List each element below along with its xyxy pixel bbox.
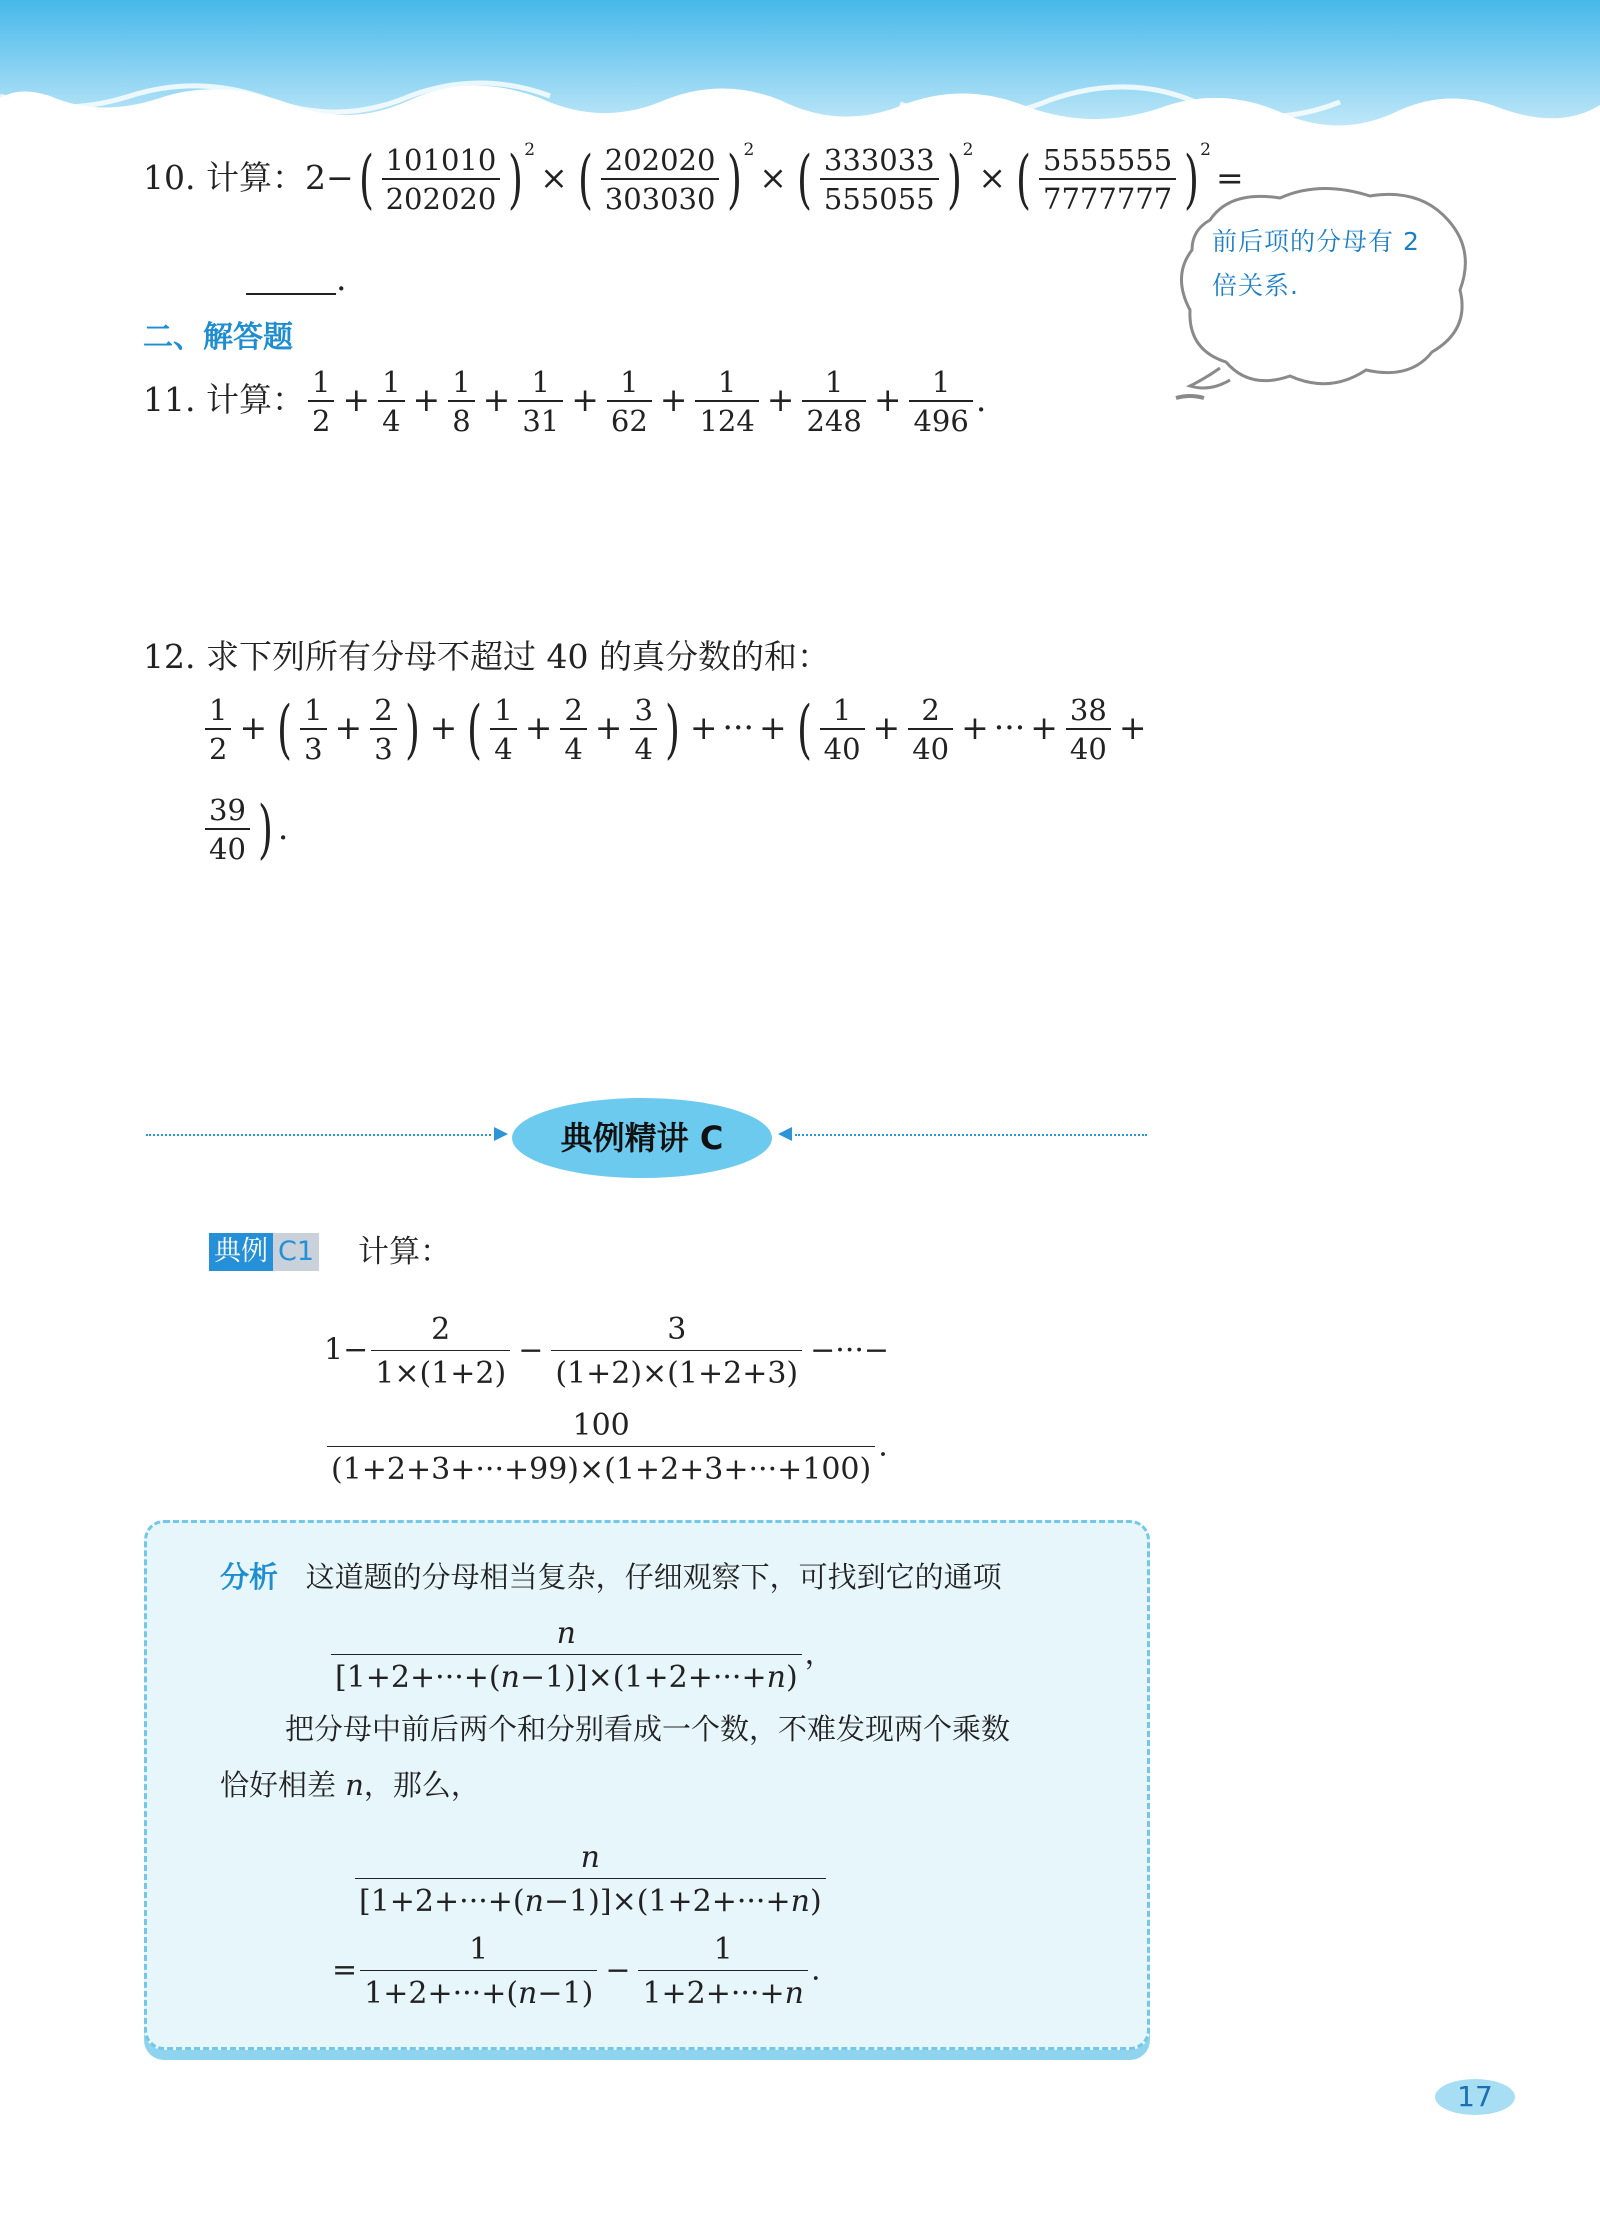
question-number: 10.: [143, 158, 196, 197]
example-formula-line1: 1− $\frac{2}{1\times(1+2)}$ − $\frac{3}{(1+2)\times(1+2+3)}$ −···−: [324, 1312, 890, 1391]
fraction: $\frac{5555555}{7777777}$: [1039, 146, 1176, 214]
analysis-identity-bottom: = $\frac{1}{1+2+\cdot\cdot\cdot+(n-1)}$ − $\frac{1}{1+2+\cdot\cdot\cdot+n}$ .: [332, 1932, 821, 2011]
question-prefix: 计算：2−: [205, 158, 354, 197]
analysis-general-term: $\frac{n}{[1+2+\cdot\cdot\cdot+(n-1)]\times(1+2+\cdot\cdot\cdot+n)}$ ，: [328, 1616, 835, 1695]
question-12: 12. 求下列所有分母不超过 40 的真分数的和：: [143, 637, 830, 676]
analysis-line3: 恰好相差 n，那么，: [220, 1768, 480, 1802]
analysis-identity-top: $\frac{n}{[1+2+\cdot\cdot\cdot+(n-1)]\times(1+2+\cdot\cdot\cdot+n)}$: [352, 1840, 829, 1919]
fraction: $\frac{101010}{202020}$: [382, 146, 501, 214]
example-prompt: 计算：: [358, 1234, 451, 1270]
fraction: $\frac{333033}{555055}$: [820, 146, 939, 214]
arrow-left-icon: [776, 1125, 794, 1143]
hint-cloud-text: 前后项的分母有 2 倍关系.: [1212, 227, 1420, 300]
question-11: 11. 计算： $\frac{1}{2}$ + $\frac{1}{4}$ + $\frac{1}{8}$ + $\frac{1}{31}$ + $\frac{1}{62}$ + $\frac{1}{124}$ + $\frac{1}{248}$ + $\frac{1}{496}$ .: [143, 365, 987, 438]
analysis-line1: 分析 这道题的分母相当复杂，仔细观察下，可找到它的通项: [220, 1560, 1002, 1594]
question-12-expression-end: $\frac{39}{40}$ ) .: [202, 796, 288, 864]
answer-blank[interactable]: .: [246, 262, 347, 295]
example-tag: 典例 C1: [209, 1233, 319, 1271]
section-title: 典例精讲 C: [560, 1119, 724, 1157]
section-divider-right: [795, 1134, 1147, 1136]
fraction: $\frac{202020}{303030}$: [601, 146, 720, 214]
example-formula-line2: $\frac{100}{(1+2+3+\cdot\cdot\cdot+99)\times(1+2+3+\cdot\cdot\cdot+100)}$ .: [324, 1408, 888, 1487]
question-10: 10. 计算：2−( $\frac{101010}{202020}$ )$^2$× ( $\frac{202020}{303030}$ )$^2$× ( $\frac{333033}{555055}$ )$^2$× ( $\frac{5555555}{7777777}$ )$^2$=: [143, 140, 1244, 217]
page-number: 17: [1457, 2080, 1493, 2113]
question-12-expression: $\frac{1}{2}$ + ( $\frac{1}{3}$ + $\frac{2}{3}$ ) + ( $\frac{1}{4}$ + $\frac{2}{4}$ + $\frac{3}{4}$ ) + ··· + ( $\frac{1}{40}$ + $\frac{2}{40}$ + ··· + $\frac{38}{40}$ +: [202, 696, 1151, 764]
section-divider-left: [146, 1134, 491, 1136]
analysis-line2: 把分母中前后两个和分别看成一个数，不难发现两个乘数: [285, 1712, 1011, 1746]
section-title: 二、解答题: [143, 320, 293, 355]
